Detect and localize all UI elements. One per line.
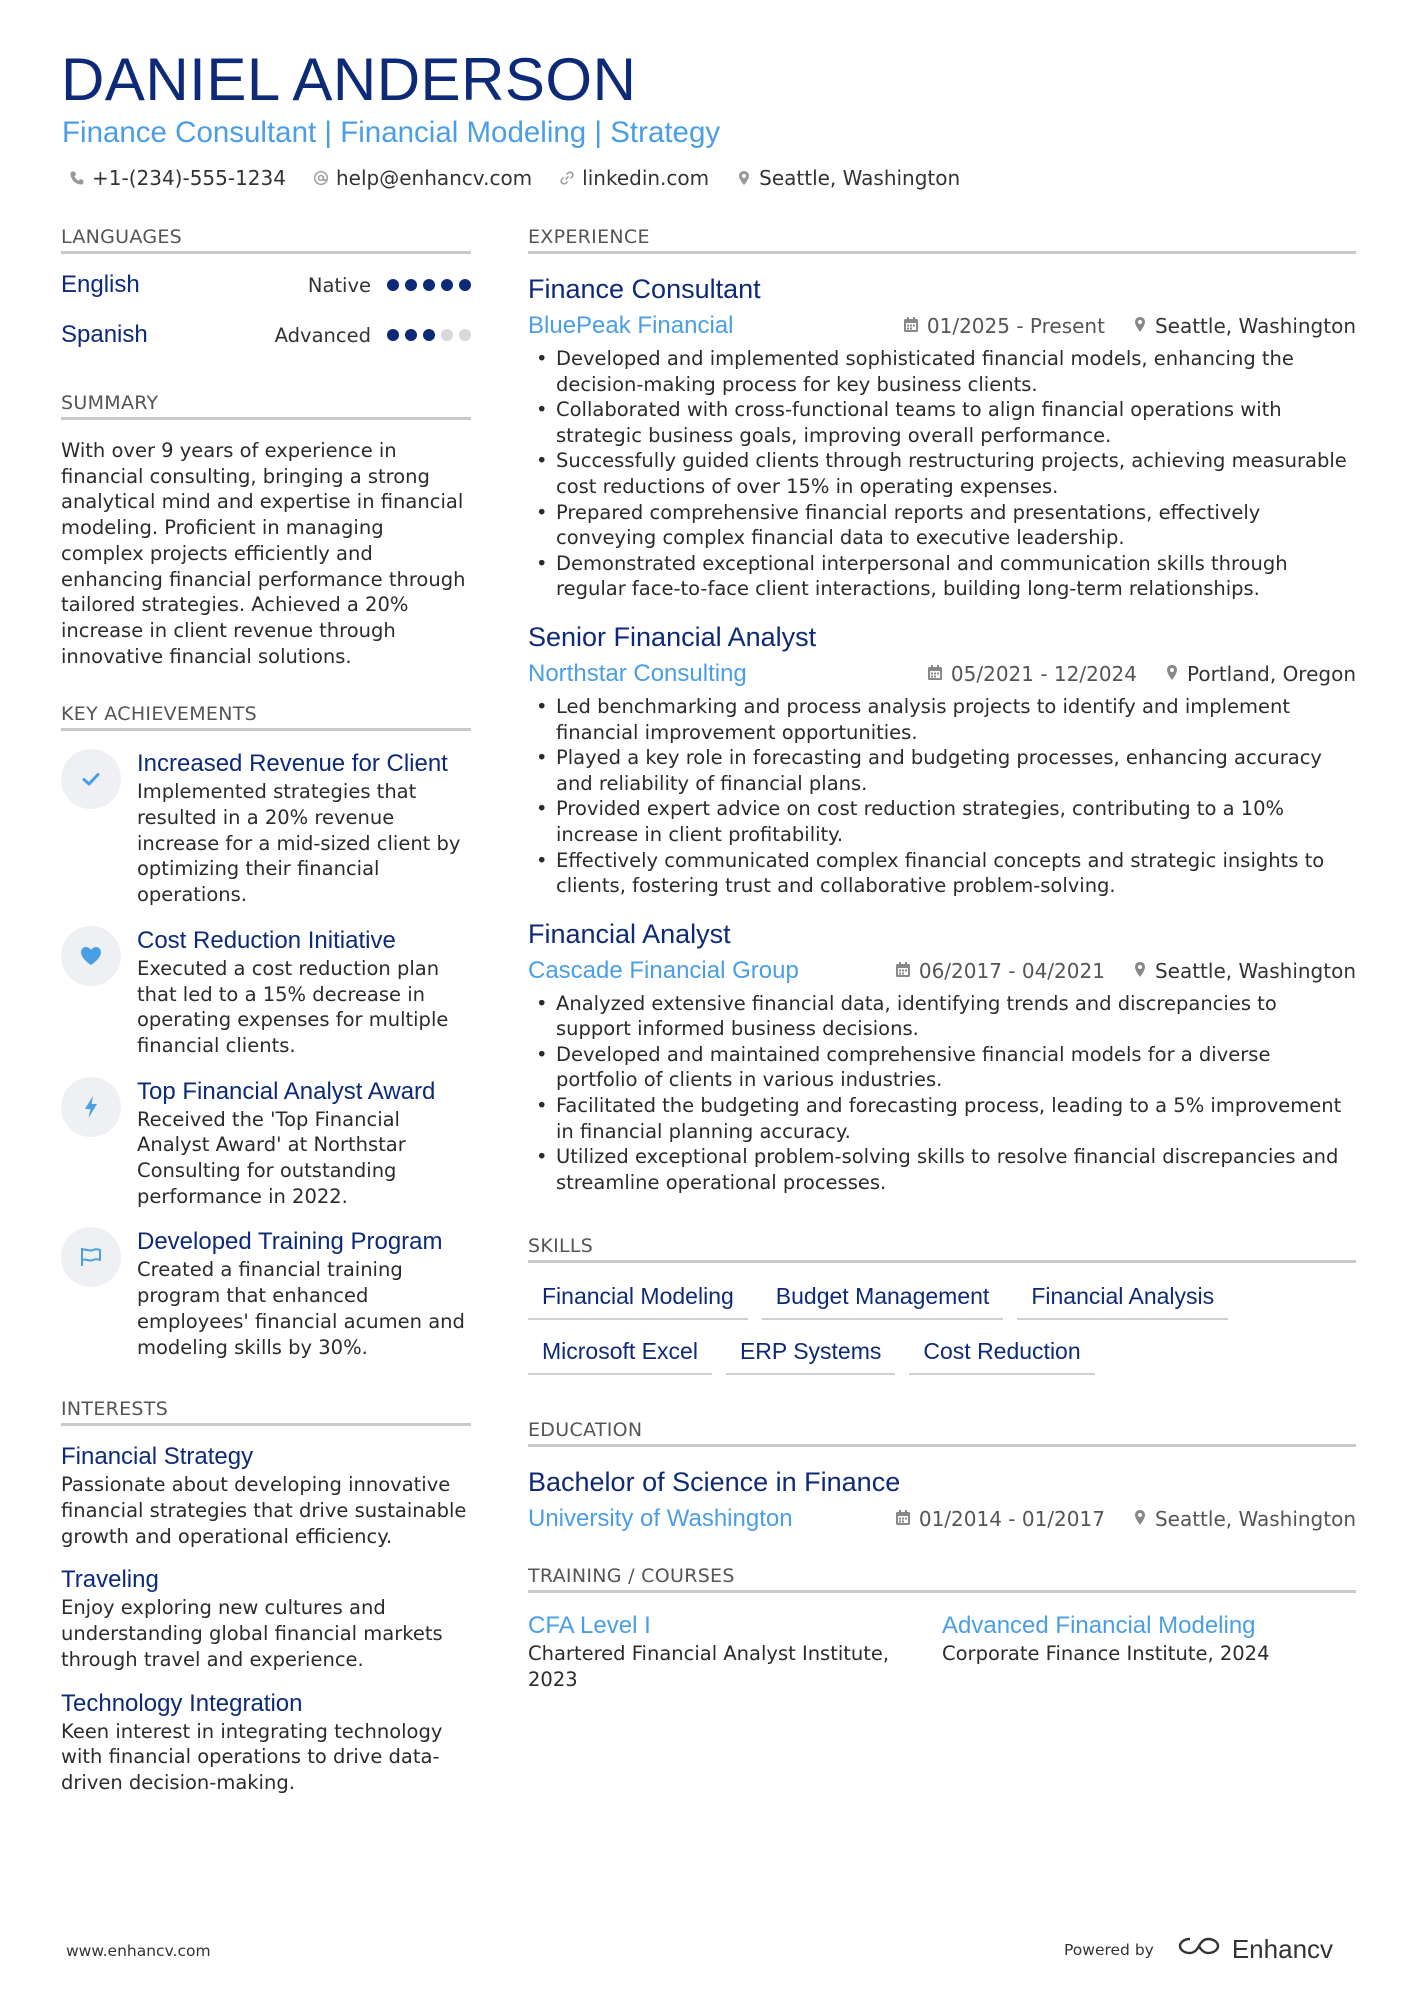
bullet-item: • Collaborated with cross-functional teams to align financial operations with strategic business goals, improving overall performance. — [528, 397, 1356, 448]
school-name: University of Washington — [528, 1505, 793, 1533]
job-dates: 05/2021 - 12/2024 — [927, 662, 1137, 686]
degree-title: Bachelor of Science in Finance — [528, 1467, 901, 1498]
interest-item — [61, 1565, 471, 1672]
skills-list — [528, 1279, 1328, 1375]
bullet-item: • Developed and maintained comprehensive financial models for a diverse portfolio of clients in various industries. — [528, 1042, 1356, 1093]
job-entry — [528, 917, 1356, 1196]
course-desc: Corporate Finance Institute, 2024 — [942, 1642, 1270, 1666]
dot-filled — [405, 329, 417, 341]
achievement-item — [61, 749, 471, 908]
language-level: Native — [307, 273, 371, 297]
education-dates: 01/2014 - 01/2017 — [895, 1507, 1105, 1531]
contact-linkedin-text: linkedin.com — [582, 166, 710, 190]
dot-empty — [441, 329, 453, 341]
education-location: Seattle, Washington — [1133, 1507, 1356, 1531]
bullet-item: • Facilitated the budgeting and forecasting process, leading to a 5% improvement in financial planning accuracy. — [528, 1093, 1356, 1144]
achievement-title: Cost Reduction Initiative — [137, 926, 396, 954]
calendar-icon — [903, 314, 919, 338]
languages-list — [61, 260, 471, 360]
footer-branding — [1064, 1934, 1333, 1965]
job-location: Portland, Oregon — [1165, 662, 1356, 686]
skills-heading: SKILLS — [528, 1235, 1356, 1263]
dot-filled — [459, 279, 471, 291]
achievement-item — [61, 1077, 471, 1210]
candidate-name: DANIEL ANDERSON — [61, 46, 637, 113]
dot-empty — [459, 329, 471, 341]
location-icon — [735, 169, 753, 187]
right-column — [528, 226, 1356, 1693]
headline: Finance Consultant | Financial Modeling | Strategy — [62, 116, 721, 149]
skill-tag: Microsoft Excel — [528, 1334, 712, 1375]
bullet-item: • Prepared comprehensive financial reports and presentations, effectively conveying complex financial data to executive leadership. — [528, 500, 1356, 551]
course-list — [528, 1611, 1356, 1692]
job-title: Financial Analyst — [528, 918, 731, 949]
dot-filled — [441, 279, 453, 291]
contact-email[interactable] — [312, 166, 532, 190]
achievement-desc: Executed a cost reduction plan that led to a 15% decrease in operating expenses for multiple financial clients. — [137, 956, 449, 1057]
job-title: Finance Consultant — [528, 274, 761, 304]
location-icon — [1133, 314, 1147, 338]
skill-tag: Budget Management — [762, 1279, 1004, 1320]
course-desc: Chartered Financial Analyst Institute, 2023 — [528, 1642, 890, 1692]
location-icon — [1165, 662, 1179, 686]
job-location: Seattle, Washington — [1133, 959, 1356, 983]
interest-desc: Enjoy exploring new cultures and understanding global financial markets through travel and experience. — [61, 1596, 443, 1671]
job-entry — [528, 272, 1356, 602]
bullet-item: • Played a key role in forecasting and budgeting processes, enhancing accuracy and reliability of financial plans. — [528, 745, 1356, 796]
experience-heading: EXPERIENCE — [528, 226, 1356, 254]
skill-tag: Cost Reduction — [909, 1334, 1094, 1375]
language-level: Advanced — [274, 323, 371, 347]
interest-desc: Keen interest in integrating technology with financial operations to drive data-driven decision-making. — [61, 1719, 443, 1794]
bullet-item: • Provided expert advice on cost reduction strategies, contributing to a 10% increase in client profitability. — [528, 796, 1356, 847]
contact-location-text: Seattle, Washington — [759, 166, 961, 190]
interest-title: Traveling — [61, 1566, 159, 1594]
bullet-item: • Utilized exceptional problem-solving skills to resolve financial discrepancies and streamline operational processes. — [528, 1144, 1356, 1195]
phone-icon — [68, 169, 86, 187]
contact-bar — [68, 166, 960, 190]
heart-icon — [61, 926, 121, 986]
interest-desc: Passionate about developing innovative financial strategies that drive sustainable growth and operational efficiency. — [61, 1473, 467, 1548]
powered-by-text: Powered by — [1064, 1940, 1154, 1959]
left-column — [61, 226, 471, 1796]
achievement-desc: Received the 'Top Financial Analyst Award' at Northstar Consulting for outstanding performance in 2022. — [137, 1107, 406, 1208]
summary-text: With over 9 years of experience in financial consulting, bringing a strong analytical mind and expertise in financial modeling. Proficient in managing complex projects efficiently and enhancing financial performance through tailored strategies. Achieved a 20% increase in client revenue through innovative financial solutions. — [61, 439, 466, 668]
checkmark-icon — [61, 749, 121, 809]
dot-filled — [405, 279, 417, 291]
training-heading: TRAINING / COURSES — [528, 1565, 1356, 1593]
bullet-item: • Led benchmarking and process analysis projects to identify and implement financial improvement opportunities. — [528, 694, 1356, 745]
contact-email-text: help@enhancv.com — [335, 166, 533, 190]
achievement-desc: Implemented strategies that resulted in a 20% revenue increase for a mid-sized client by optimizing their financial operations. — [137, 780, 461, 907]
achievement-item — [61, 1227, 471, 1360]
skill-tag: ERP Systems — [726, 1334, 895, 1375]
contact-phone[interactable] — [68, 166, 286, 190]
calendar-icon — [895, 959, 911, 983]
job-entry — [528, 620, 1356, 899]
skill-tag: Financial Analysis — [1017, 1279, 1228, 1320]
achievement-title: Developed Training Program — [137, 1228, 443, 1256]
language-name: English — [61, 271, 140, 298]
brand-logo[interactable] — [1176, 1934, 1333, 1965]
course-title: Advanced Financial Modeling — [942, 1612, 1256, 1640]
enhancv-logo-icon — [1176, 1934, 1222, 1965]
flag-icon — [61, 1227, 121, 1287]
interest-item — [61, 1689, 471, 1796]
dot-filled — [423, 329, 435, 341]
interest-item — [61, 1442, 471, 1549]
languages-heading: LANGUAGES — [61, 226, 471, 254]
course-title: CFA Level I — [528, 1612, 651, 1640]
link-icon — [558, 169, 576, 187]
course-item — [528, 1611, 942, 1692]
brand-name: Enhancv — [1231, 1934, 1334, 1964]
location-icon — [1133, 1507, 1147, 1531]
company-name: BluePeak Financial — [528, 312, 734, 339]
interest-title: Financial Strategy — [61, 1443, 254, 1471]
dot-filled — [387, 329, 399, 341]
education-heading: EDUCATION — [528, 1419, 1356, 1447]
job-dates: 06/2017 - 04/2021 — [895, 959, 1105, 983]
achievement-title: Top Financial Analyst Award — [137, 1077, 436, 1105]
lightning-icon — [61, 1077, 121, 1137]
bullet-item: • Analyzed extensive financial data, identifying trends and discrepancies to support informed business decisions. — [528, 991, 1356, 1042]
calendar-icon — [927, 662, 943, 686]
proficiency-dots — [387, 329, 471, 341]
language-name: Spanish — [61, 321, 148, 348]
dot-filled — [387, 279, 399, 291]
bullet-item: • Developed and implemented sophisticated financial models, enhancing the decision-making process for key business clients. — [528, 346, 1356, 397]
company-name: Northstar Consulting — [528, 659, 747, 687]
bullet-item: • Demonstrated exceptional interpersonal and communication skills through regular face-to-face client interactions, building long-term relationships. — [528, 551, 1356, 602]
education-entry — [528, 1465, 1356, 1537]
job-bullets — [528, 694, 1356, 899]
job-bullets — [528, 991, 1356, 1196]
footer-website[interactable]: www.enhancv.com — [66, 1942, 211, 1960]
bullet-item: • Effectively communicated complex financial concepts and strategic insights to clients, fostering trust and collaborative problem-solving. — [528, 848, 1356, 899]
company-name: Cascade Financial Group — [528, 956, 799, 984]
achievements-heading: KEY ACHIEVEMENTS — [61, 703, 471, 731]
at-icon — [312, 169, 330, 187]
language-item — [61, 260, 471, 310]
calendar-icon — [895, 1507, 911, 1531]
location-icon — [1133, 959, 1147, 983]
job-title: Senior Financial Analyst — [528, 621, 817, 652]
contact-linkedin[interactable] — [558, 166, 709, 190]
interests-heading: INTERESTS — [61, 1398, 471, 1426]
job-bullets — [528, 346, 1356, 602]
achievement-item — [61, 926, 471, 1059]
achievement-title: Increased Revenue for Client — [137, 750, 448, 778]
course-item — [942, 1611, 1356, 1692]
summary-heading: SUMMARY — [61, 392, 471, 420]
interest-title: Technology Integration — [61, 1689, 303, 1717]
language-item — [61, 310, 471, 360]
contact-location — [735, 166, 960, 190]
dot-filled — [423, 279, 435, 291]
skill-tag: Financial Modeling — [528, 1279, 748, 1320]
bullet-item: • Successfully guided clients through restructuring projects, achieving measurable cost reductions of over 15% in operating expenses. — [528, 448, 1356, 499]
job-location: Seattle, Washington — [1133, 314, 1356, 338]
job-dates: 01/2025 - Present — [903, 314, 1105, 338]
achievement-desc: Created a financial training program that enhanced employees' financial acumen and modeling skills by 30%. — [137, 1258, 465, 1359]
proficiency-dots — [387, 279, 471, 291]
contact-phone-text: +1-(234)-555-1234 — [92, 166, 286, 190]
